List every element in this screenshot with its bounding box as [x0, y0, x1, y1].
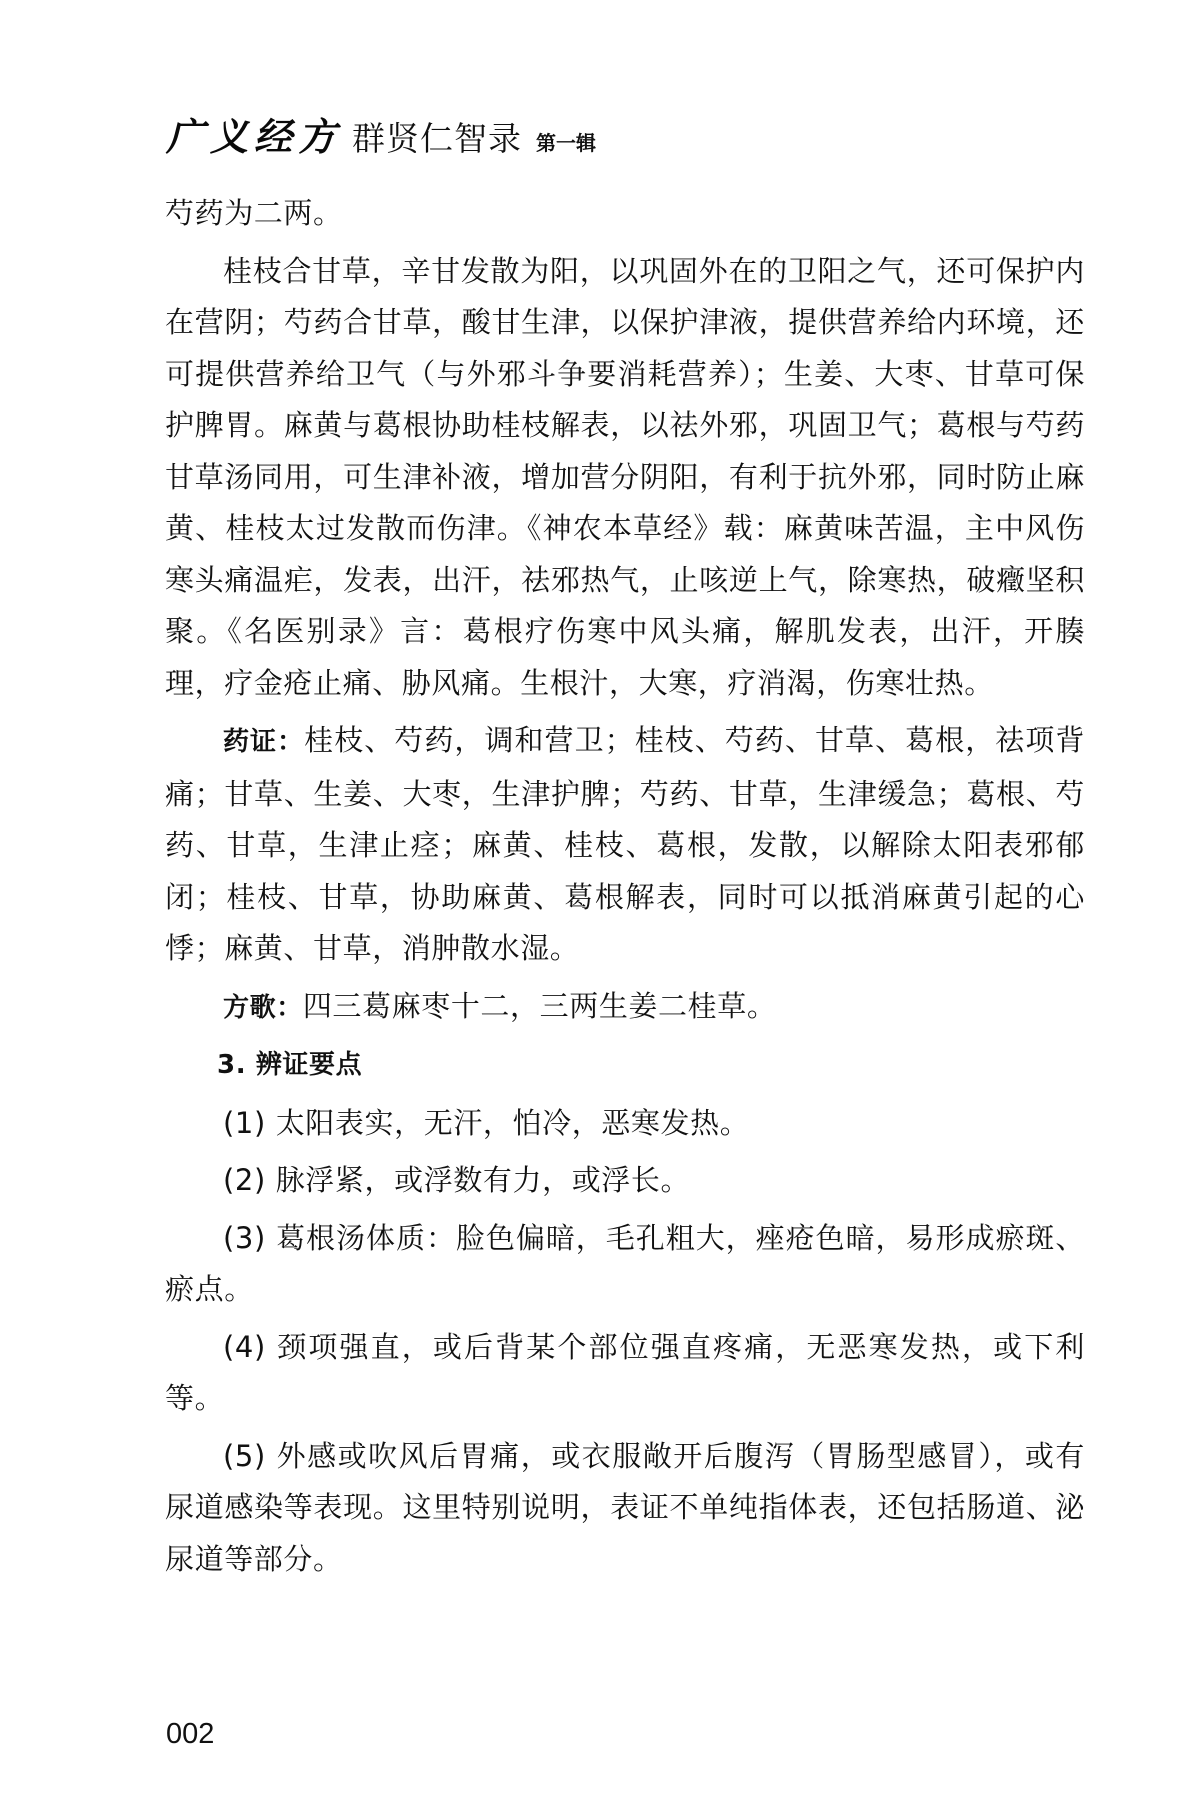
- page-number: 002: [166, 1718, 215, 1750]
- section-heading: 3. 辨证要点: [217, 1050, 363, 1080]
- diagnostic-point-5: (5) 外感或吹风后胃痛，或衣服敞开后腹泻（胃肠型感冒），或有尿道感染等表现。这里特别说明，表证不单纯指体表，还包括肠道、泌尿道等部分。: [165, 1438, 1085, 1576]
- formula-song-label: 方歌：: [223, 992, 303, 1023]
- paragraph-herb-indications: [165, 715, 1085, 975]
- formula-song-text: 四三葛麻枣十二，三两生姜二桂草。: [302, 988, 777, 1023]
- herb-indications-text: 桂枝、芍药，调和营卫；桂枝、芍药、甘草、葛根，祛项背痛；甘草、生姜、大枣，生津护脾；芍药、甘草，生津缓急；葛根、芍药、甘草，生津止痉；麻黄、桂枝、葛根，发散，以解除太阳表邪郁闭；桂枝、甘草，协助麻黄、葛根解表，同时可以抵消麻黄引起的心悸；麻黄、甘草，消肿散水湿。: [165, 723, 1085, 965]
- diagnostic-point-2: (2) 脉浮紧，或浮数有力，或浮长。: [223, 1163, 691, 1197]
- series-title: 广义经方: [166, 114, 343, 159]
- diagnostic-point-3: (3) 葛根汤体质：脸色偏暗，毛孔粗大，痤疮色暗，易形成瘀斑、瘀点。: [165, 1220, 1085, 1306]
- body-text: [165, 188, 1085, 1585]
- volume-label: 第一辑: [536, 131, 597, 155]
- paragraph-formula-song: [165, 981, 1085, 1035]
- diagnostic-point-4: (4) 颈项强直，或后背某个部位强直疼痛，无恶寒发热，或下利等。: [165, 1329, 1085, 1415]
- paragraph-continuation: 芍药为二两。: [165, 196, 343, 230]
- book-title: 群贤仁智录: [352, 119, 523, 158]
- diagnostic-point-1: (1) 太阳表实，无汗，怕冷，恶寒发热。: [223, 1105, 750, 1140]
- paragraph-formula-analysis: 桂枝合甘草，辛甘发散为阳，以巩固外在的卫阳之气，还可保护内在营阴；芍药合甘草，酸甘生津，以保护津液，提供营养给内环境，还可提供营养给卫气（与外邪斗争要消耗营养）；生姜、大枣、甘草可保护脾胃。麻黄与葛根协助桂枝解表，以祛外邪，巩固卫气；葛根与芍药甘草汤同用，可生津补液，增加营分阴阳，有利于抗外邪，同时防止麻黄、桂枝太过发散而伤津。《神农本草经》载：麻黄味苦温，主中风伤寒头痛温疟，发表，出汗，祛邪热气，止咳逆上气，除寒热，破癥坚积聚。《名医别录》言：葛根疗伤寒中风头痛，解肌发表，出汗，开腠理，疗金疮止痛、胁风痛。生根汁，大寒，疗消渴，伤寒壮热。: [165, 253, 1085, 700]
- running-header: [166, 106, 596, 161]
- herb-indications-label: 药证：: [223, 727, 305, 757]
